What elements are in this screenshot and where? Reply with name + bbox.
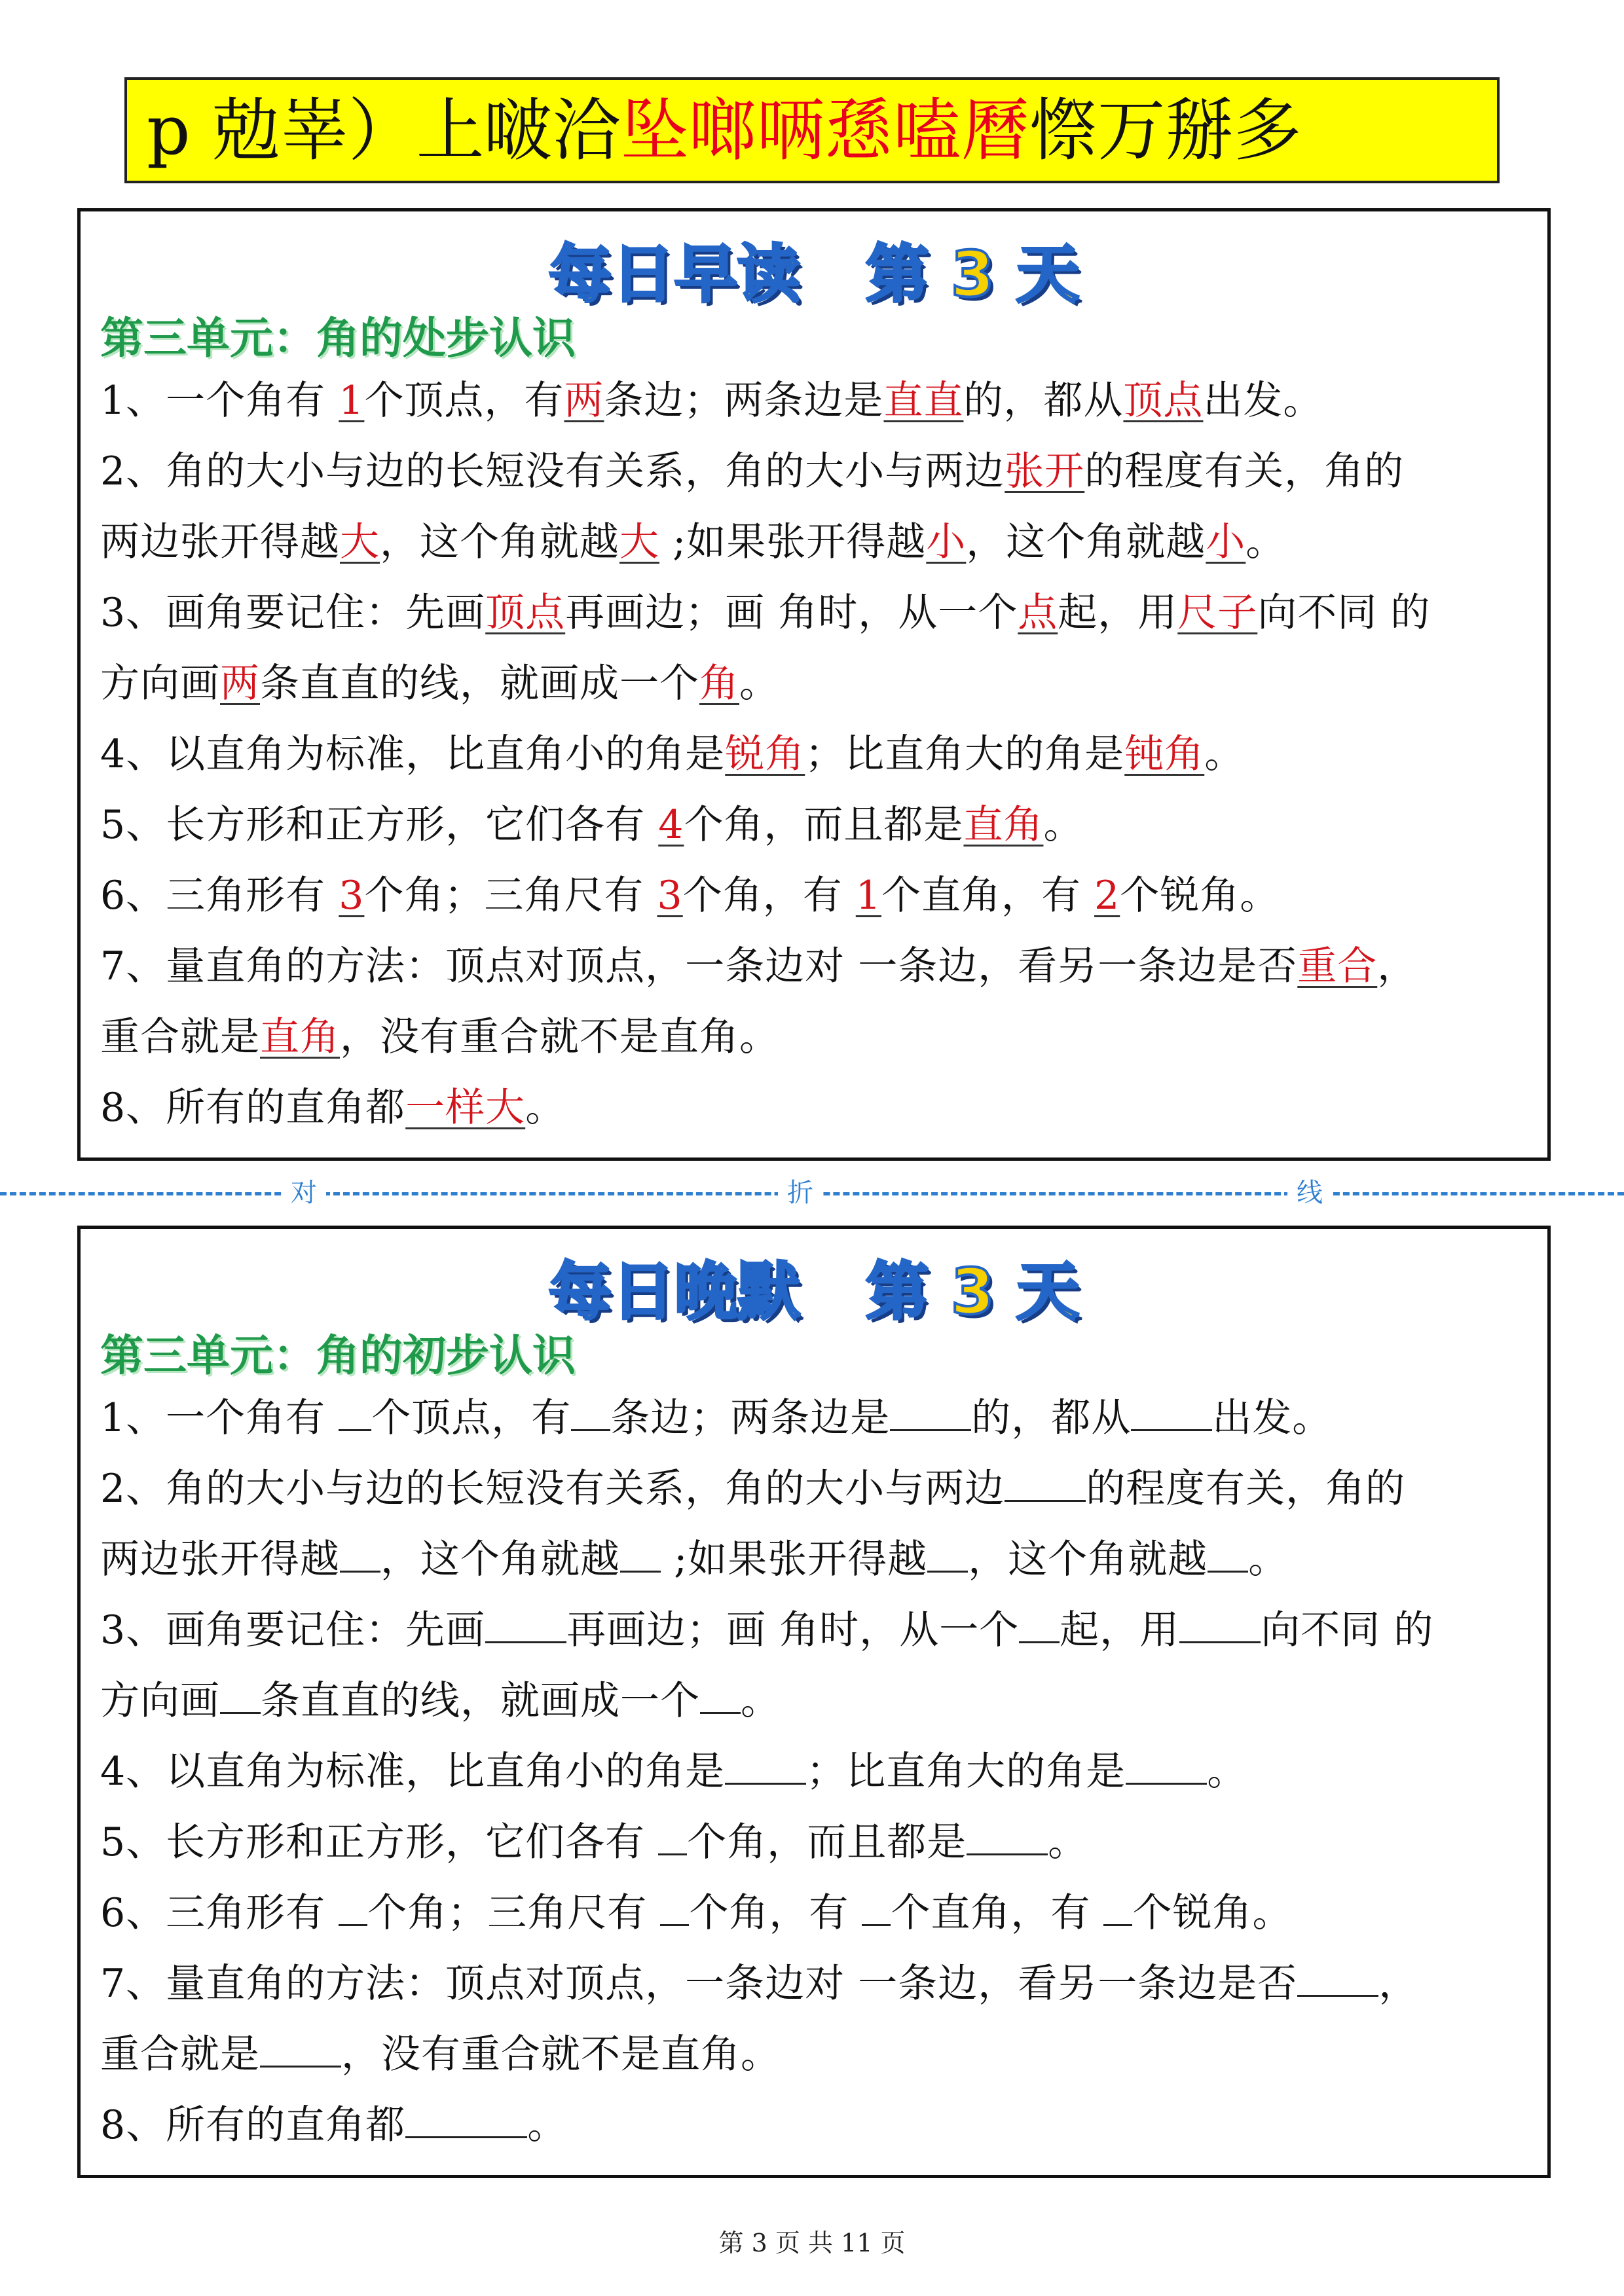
answer: 直直 xyxy=(883,378,964,424)
answer: 3 xyxy=(339,873,365,919)
text: 起，用 xyxy=(1060,1607,1180,1653)
fill-blank[interactable] xyxy=(339,1390,371,1431)
answer: 两 xyxy=(564,378,604,424)
answer: 1 xyxy=(339,378,365,424)
morning-line-4 xyxy=(100,577,1534,648)
text: 的程度有关，角的 xyxy=(1084,448,1405,494)
text: 条直直的线，就画成一个 xyxy=(261,1678,700,1724)
text: 的，都从 xyxy=(971,1395,1132,1441)
morning-line-11 xyxy=(100,1072,1534,1143)
text: ，这个角就越 xyxy=(380,1537,620,1582)
text: 。 xyxy=(1204,731,1245,777)
morning-section-title: 每日早读 第 3 天 xyxy=(549,238,1079,311)
text: 再画边；画 角时，从一个 xyxy=(565,590,1018,636)
fill-blank[interactable] xyxy=(1019,1602,1060,1643)
morning-line-2 xyxy=(100,436,1534,507)
evening-section-title: 每日晚默 第 3 天 xyxy=(549,1255,1079,1328)
text: 个锐角。 xyxy=(1120,873,1280,919)
text: 4、以直角为标准，比直角小的角是 xyxy=(100,1749,726,1795)
fill-blank[interactable] xyxy=(1005,1461,1086,1502)
evening-line-9 xyxy=(100,1948,1534,2019)
text: 。 xyxy=(527,2102,568,2148)
text: ，这个角就越 xyxy=(968,1537,1208,1582)
text: ;如果张开得越 xyxy=(661,1537,928,1582)
answer: 点 xyxy=(1018,590,1058,636)
answer: 小 xyxy=(926,519,967,565)
morning-line-7 xyxy=(100,790,1534,860)
fold-char-3: 线 xyxy=(1287,1178,1332,1207)
morning-unit-title: 第三单元：角的处步认识 xyxy=(100,313,576,363)
answer: 直角 xyxy=(963,802,1044,848)
fill-blank[interactable] xyxy=(660,1885,689,1926)
fill-blank[interactable] xyxy=(405,2097,527,2138)
answer: 顶点 xyxy=(1123,378,1204,424)
evening-lines xyxy=(100,1383,1534,2160)
text: 重合就是 xyxy=(100,1014,260,1060)
fill-blank[interactable] xyxy=(220,1673,261,1714)
text: 个顶点，有 xyxy=(371,1395,572,1441)
text: 5、长方形和正方形，它们各有 xyxy=(100,1819,659,1865)
text: 出发。 xyxy=(1212,1395,1333,1441)
text: 的程度有关，角的 xyxy=(1086,1466,1406,1512)
answer: 重合 xyxy=(1297,943,1378,989)
answer: 角 xyxy=(699,661,739,706)
text: ，没有重合就不是直角。 xyxy=(341,2032,781,2077)
evening-line-1 xyxy=(100,1383,1534,1453)
fill-blank[interactable] xyxy=(571,1390,610,1431)
fill-blank[interactable] xyxy=(1126,1743,1207,1785)
fill-blank[interactable] xyxy=(890,1390,971,1431)
text: 方向画 xyxy=(100,1678,220,1724)
fill-blank[interactable] xyxy=(1208,1531,1248,1573)
morning-line-6 xyxy=(100,719,1534,790)
fill-blank[interactable] xyxy=(967,1814,1048,1855)
text: ；比直角大的角是 xyxy=(805,731,1125,777)
text: 个直角，有 xyxy=(891,1890,1104,1936)
morning-line-1 xyxy=(100,365,1534,436)
text: 个角，有 xyxy=(689,1890,862,1936)
morning-line-3 xyxy=(100,507,1534,577)
answer: 两 xyxy=(220,661,260,706)
morning-line-10 xyxy=(100,1002,1534,1072)
morning-line-5 xyxy=(100,648,1534,719)
morning-line-8 xyxy=(100,860,1534,931)
fill-blank[interactable] xyxy=(1179,1602,1261,1643)
text: 6、三角形有 xyxy=(100,1890,339,1936)
text: 。 xyxy=(1246,519,1286,565)
morning-lines xyxy=(100,365,1534,1143)
title-part-1: p 勊峷）上啵洽 xyxy=(147,90,621,170)
fill-blank[interactable] xyxy=(927,1531,968,1573)
answer: 小 xyxy=(1206,519,1246,565)
text: 2、角的大小与边的长短没有关系，角的大小与两边 xyxy=(100,448,1005,494)
text: 4、以直角为标准，比直角小的角是 xyxy=(100,731,726,777)
text: 3、画角要记住：先画 xyxy=(100,1607,486,1653)
evening-line-4 xyxy=(100,1595,1534,1666)
text: ，这个角就越 xyxy=(966,519,1206,565)
answer: 大 xyxy=(340,519,380,565)
text: 。 xyxy=(1048,1819,1088,1865)
text: 再画边；画 角时，从一个 xyxy=(566,1607,1020,1653)
answer: 直角 xyxy=(260,1014,340,1060)
text: ，没有重合就不是直角。 xyxy=(340,1014,779,1060)
text: 3、画角要记住：先画 xyxy=(100,590,486,636)
text: 重合就是 xyxy=(100,2032,260,2077)
text: ，这个角就越 xyxy=(380,519,619,565)
answer: 一样大 xyxy=(405,1085,526,1131)
text: 2、角的大小与边的长短没有关系，角的大小与两边 xyxy=(100,1466,1005,1512)
text: 个锐角。 xyxy=(1132,1890,1293,1936)
text: 个角，有 xyxy=(682,873,856,919)
text: 起，用 xyxy=(1058,590,1178,636)
evening-unit-title: 第三单元：角的初步认识 xyxy=(100,1330,576,1381)
answer: 顶点 xyxy=(485,590,566,636)
title-part-3: 憏万掰多 xyxy=(1029,90,1302,170)
answer: 钝角 xyxy=(1124,731,1205,777)
fold-char-1: 对 xyxy=(282,1178,326,1207)
text: ， xyxy=(1378,1961,1419,2007)
text: 条边；两条边是 xyxy=(604,378,884,424)
text: 8、所有的直角都 xyxy=(100,2102,406,2148)
evening-line-2 xyxy=(100,1453,1534,1524)
text: 个直角，有 xyxy=(881,873,1095,919)
text: 。 xyxy=(525,1085,566,1131)
fill-blank[interactable] xyxy=(1297,1956,1378,1997)
text: 。 xyxy=(1207,1749,1247,1795)
text: 8、所有的直角都 xyxy=(100,1085,406,1131)
worksheet-title-banner xyxy=(124,77,1500,183)
fill-blank[interactable] xyxy=(485,1602,566,1643)
fill-blank[interactable] xyxy=(1103,1885,1132,1926)
text: 条边；两条边是 xyxy=(610,1395,891,1441)
answer: 尺子 xyxy=(1177,590,1258,636)
morning-line-9 xyxy=(100,931,1534,1002)
answer: 1 xyxy=(855,873,881,919)
answer: 大 xyxy=(619,519,659,565)
text: 个顶点，有 xyxy=(364,378,564,424)
evening-line-8 xyxy=(100,1878,1534,1948)
text: 的，都从 xyxy=(963,378,1124,424)
evening-line-6 xyxy=(100,1736,1534,1807)
page-number: 第 3 页 共 11 页 xyxy=(718,2229,906,2257)
fold-char-2: 折 xyxy=(778,1178,822,1207)
evening-line-7 xyxy=(100,1807,1534,1878)
text: ， xyxy=(1377,943,1418,989)
fill-blank[interactable] xyxy=(340,1531,380,1573)
text: 7、量直角的方法：顶点对顶点，一条边对 一条边，看另一条边是否 xyxy=(100,1961,1298,2007)
text: 个角；三角尺有 xyxy=(364,873,657,919)
text: 6、三角形有 xyxy=(100,873,339,919)
evening-line-10 xyxy=(100,2019,1534,2090)
text: 向不同 的 xyxy=(1261,1607,1434,1653)
answer: 张开 xyxy=(1005,448,1085,494)
text: 出发。 xyxy=(1203,378,1323,424)
title-part-2: 坠啷唡愻嗑曆 xyxy=(620,90,1029,170)
text: 。 xyxy=(1248,1537,1289,1582)
text: 条直直的线，就画成一个 xyxy=(260,661,699,706)
evening-dictation-box xyxy=(77,1226,1551,2178)
text: ；比直角大的角是 xyxy=(806,1749,1126,1795)
text: 两边张开得越 xyxy=(100,519,340,565)
answer: 3 xyxy=(657,873,683,919)
text: 7、量直角的方法：顶点对顶点，一条边对 一条边，看另一条边是否 xyxy=(100,943,1298,989)
text: ;如果张开得越 xyxy=(659,519,927,565)
fill-blank[interactable] xyxy=(260,2026,341,2068)
text: 向不同 的 xyxy=(1257,590,1431,636)
fold-line xyxy=(0,1178,1624,1207)
fill-blank[interactable] xyxy=(725,1743,806,1785)
text: 。 xyxy=(1043,802,1084,848)
evening-line-5 xyxy=(100,1666,1534,1736)
text: 两边张开得越 xyxy=(100,1537,340,1582)
fill-blank[interactable] xyxy=(862,1885,891,1926)
answer: 锐角 xyxy=(725,731,805,777)
text: 1、一个角有 xyxy=(100,378,339,424)
answer: 4 xyxy=(658,802,684,848)
fill-blank[interactable] xyxy=(700,1673,741,1714)
text: 1、一个角有 xyxy=(100,1395,339,1441)
answer: 2 xyxy=(1094,873,1120,919)
text: 个角，而且都是 xyxy=(687,1819,967,1865)
text: 。 xyxy=(739,661,779,706)
fill-blank[interactable] xyxy=(620,1531,661,1573)
evening-line-11 xyxy=(100,2090,1534,2160)
text: 个角；三角尺有 xyxy=(367,1890,661,1936)
text: 。 xyxy=(741,1678,781,1724)
text: 个角，而且都是 xyxy=(684,802,964,848)
morning-reading-box xyxy=(77,208,1551,1161)
fill-blank[interactable] xyxy=(1131,1390,1212,1431)
fill-blank[interactable] xyxy=(339,1885,367,1926)
text: 方向画 xyxy=(100,661,220,706)
evening-line-3 xyxy=(100,1524,1534,1595)
text: 5、长方形和正方形，它们各有 xyxy=(100,802,659,848)
fill-blank[interactable] xyxy=(658,1814,687,1855)
